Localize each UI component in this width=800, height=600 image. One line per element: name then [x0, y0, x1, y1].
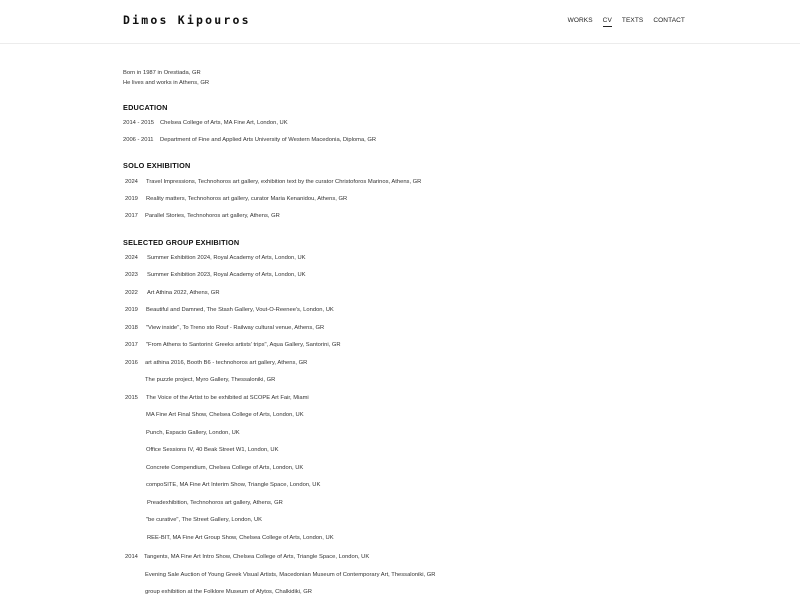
- entry-text: Summer Exhibition 2023, Royal Academy of Arts, London, UK: [147, 272, 306, 278]
- entry-text: Tangents, MA Fine Art Intro Show, Chelsea College of Arts, Triangle Space, London, UK: [144, 554, 370, 560]
- education-entry: [123, 120, 288, 126]
- group-heading: SELECTED GROUP EXHIBITION: [123, 238, 240, 247]
- entry-text: Summer Exhibition 2024, Royal Academy of Arts, London, UK: [147, 255, 306, 261]
- solo-heading: SOLO EXHIBITION: [123, 161, 191, 170]
- group-entry: [123, 360, 307, 366]
- entry-text: Concrete Compendium, Chelsea College of Arts, London, UK: [146, 465, 304, 471]
- entry-year: 2023: [125, 272, 138, 278]
- group-entry: [123, 517, 262, 523]
- group-entry: [123, 272, 306, 278]
- entry-text: Parallel Stories, Technohoros art gallery, Athens, GR: [145, 213, 280, 219]
- entry-text: art athina 2016, Booth B6 - technohoros art gallery, Athens, GR: [145, 360, 308, 366]
- group-entry: [123, 554, 369, 560]
- entry-text: Office Sessions IV, 40 Beak Street W1, London, UK: [146, 447, 279, 453]
- group-entry: [123, 395, 309, 401]
- entry-text: Evening Sale Auction of Young Greek Visual Artists, Macedonian Museum of Contemporary Art, Thessaloniki, GR: [145, 572, 436, 578]
- entry-year: 2022: [125, 290, 138, 296]
- group-entry: [123, 325, 324, 331]
- entry-text: Preadexhibition, Technohoros art gallery, Athens, GR: [147, 500, 283, 506]
- main-nav: [568, 17, 685, 27]
- group-entry: [123, 377, 275, 383]
- entry-text: MA Fine Art Final Show, Chelsea College of Arts, London, UK: [146, 412, 304, 418]
- group-entry: [123, 342, 341, 348]
- entry-year: 2024: [125, 255, 138, 261]
- nav-cv[interactable]: CV: [603, 17, 612, 27]
- site-header: [0, 0, 800, 44]
- entry-text: group exhibition at the Folklore Museum of Afytos, Chalkidiki, GR: [145, 589, 312, 595]
- site-logo[interactable]: Dimos Kipouros: [123, 13, 251, 27]
- entry-year: 2024: [125, 179, 138, 185]
- group-entry: [123, 430, 240, 436]
- nav-contact[interactable]: CONTACT: [653, 17, 685, 24]
- group-entry: [123, 482, 320, 488]
- group-entry: [123, 465, 303, 471]
- entry-text: "be curative", The Street Gallery, London, UK: [146, 517, 263, 523]
- entry-year: 2016: [125, 360, 138, 366]
- entry-text: Beautiful and Damned, The Stash Gallery, Vout-O-Reenee's, London, UK: [146, 307, 334, 313]
- education-heading: EDUCATION: [123, 103, 168, 112]
- entry-text: Department of Fine and Applied Arts University of Western Macedonia, Diploma, GR: [160, 137, 377, 143]
- entry-text: REE-BIT, MA Fine Art Group Show, Chelsea College of Arts, London, UK: [147, 535, 334, 541]
- entry-text: The puzzle project, Myro Gallery, Thessaloniki, GR: [145, 377, 276, 383]
- entry-year: 2017: [125, 342, 138, 348]
- group-entry: [123, 290, 220, 296]
- entry-text: Punch, Espacio Gallery, London, UK: [146, 430, 240, 436]
- education-entry: [123, 137, 376, 143]
- group-entry: [123, 307, 334, 313]
- entry-text: compoSITE, MA Fine Art Interim Show, Triangle Space, London, UK: [146, 482, 321, 488]
- group-entry: [123, 255, 306, 261]
- cv-content: [123, 69, 723, 595]
- entry-year: 2018: [125, 325, 138, 331]
- bio-lives: He lives and works in Athens, GR: [123, 79, 210, 86]
- bio-born: Born in 1987 in Orestiada, GR: [123, 70, 201, 76]
- group-entry: [123, 412, 304, 418]
- group-entry: [123, 589, 312, 595]
- bio: [123, 69, 723, 88]
- nav-texts[interactable]: TEXTS: [621, 17, 644, 24]
- entry-text: Art Athina 2022, Athens, GR: [147, 290, 220, 296]
- entry-text: "From Athens to Santorini: Greeks artists' trips", Aqua Gallery, Santorini, GR: [146, 342, 341, 348]
- entry-text: Chelsea College of Arts, MA Fine Art, London, UK: [160, 120, 288, 126]
- group-entry: [123, 572, 435, 578]
- entry-year: 2015: [125, 395, 138, 401]
- entry-year: 2006 - 2011: [123, 137, 154, 143]
- group-entry: [123, 447, 278, 453]
- entry-text: "View inside", To Treno sto Rouf - Railway cultural venue, Athens, GR: [146, 325, 325, 331]
- group-entry: [123, 535, 334, 541]
- entry-year: 2019: [125, 307, 138, 313]
- entry-year: 2017: [125, 213, 138, 219]
- group-entry: [123, 500, 283, 506]
- entry-text: Reality matters, Technohoros art gallery, curator Maria Kenanidou, Athens, GR: [146, 196, 348, 202]
- entry-year: 2014 - 2015: [123, 120, 154, 126]
- entry-year: 2019: [125, 196, 138, 202]
- entry-text: The Voice of the Artist to be exhibited at SCOPE Art Fair, Miami: [146, 395, 309, 401]
- nav-works[interactable]: WORKS: [567, 17, 593, 24]
- entry-text: Travel Impressions, Technohoros art gallery, exhibition text by the curator Christoforos Marinos, Athens, GR: [146, 179, 422, 185]
- solo-entry: [123, 196, 347, 202]
- solo-entry: [123, 213, 280, 219]
- entry-year: 2014: [125, 554, 138, 560]
- solo-entry: [123, 179, 421, 185]
